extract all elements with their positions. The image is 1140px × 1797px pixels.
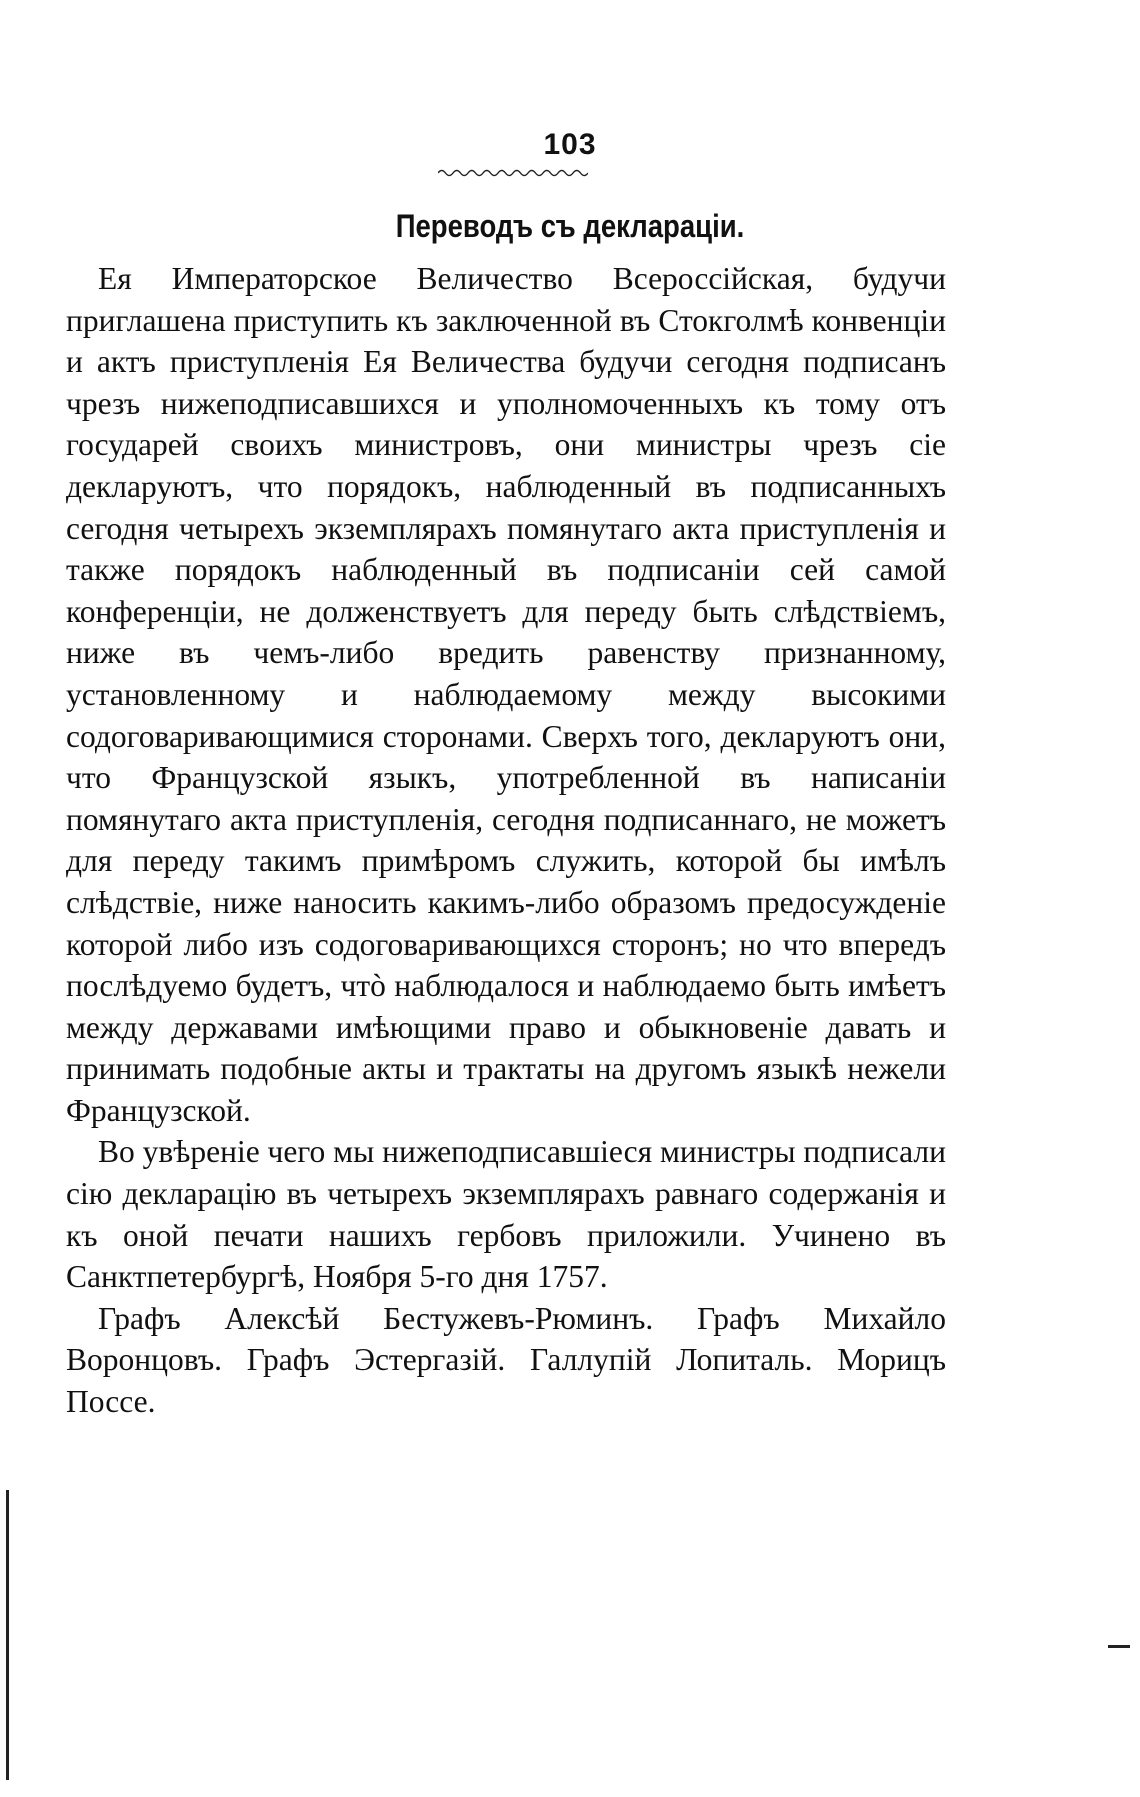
page-number: 103 [543, 128, 597, 161]
attestation-paragraph: Во увѣренiе чего мы нижеподписавшiеся министры подписали сiю декларацiю въ четырехъ экземплярахъ равнаго содержанiя и къ оной печати нашихъ гербовъ приложили. Учинено въ Санктпетербургѣ, Ноября 5-го дня 1757. [66, 1134, 947, 1295]
wavy-rule-ornament [438, 168, 588, 178]
declaration-paragraph: Ея Императорское Величество Всероссiйская, будучи приглашена приступить къ заключенной въ Стокголмѣ конвенцiи и актъ приступленiя Ея Величества будучи сегодня подписанъ чрезъ нижеподписавшихся и уполномоченныхъ къ тому отъ государей своихъ министровъ, они министры чрезъ сiе декларуютъ, что порядокъ, наблюденный въ подписанныхъ сегодня четырехъ экземплярахъ помянутаго акта приступленiя и также порядокъ наблюденный въ подписанiи сей самой конференцiи, не долженствуетъ для переду быть слѣдствiемъ, ниже въ чемъ-либо вредить равенству признанному, установленному и наблюдаемому между высокими содоговаривающимися сторонами. Сверхъ того, декларуютъ они, что Французской языкъ, употребленной въ написанiи помянутаго акта приступленiя, сегодня подписаннаго, не можетъ для переду такимъ примѣромъ служить, которой бы имѣлъ слѣдствiе, ниже наносить какимъ-либо образомъ предосужденiе которой либо изъ содоговаривающихся сторонъ; но что впередъ послѣдуемо будетъ, чтò наблюдалося и наблюдаемо быть имѣетъ между державами имѣющими право и обыкновенiе давать и принимать подобные акты и трактаты на другомъ языкѣ нежели Французской. [66, 261, 946, 1128]
signatures-paragraph: Графъ Алексѣй Бестужевъ-Рюминъ. Графъ Михайло Воронцовъ. Графъ Эстергазiй. Галлупiй Лопиталь. Морицъ Поссе. [66, 1300, 946, 1420]
body-text [66, 258, 946, 1423]
left-margin-line [6, 1490, 9, 1780]
section-heading: Переводъ съ декларацiи. [395, 208, 745, 244]
right-margin-mark [1108, 1645, 1130, 1648]
